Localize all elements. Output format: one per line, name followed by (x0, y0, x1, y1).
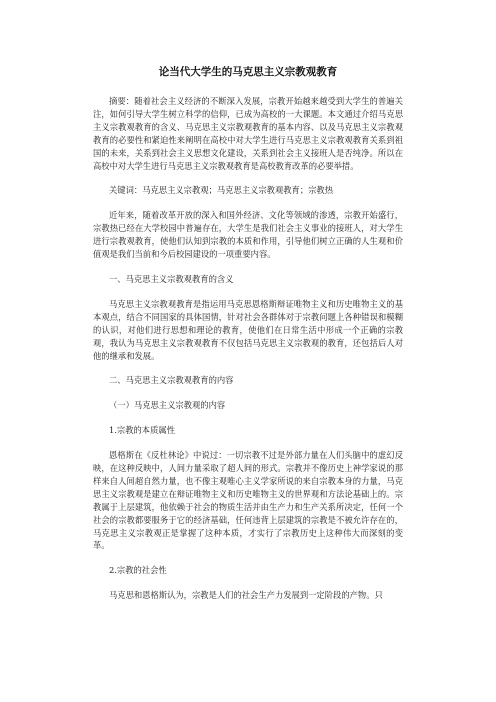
item1-heading: 1.宗教的本质属性 (109, 425, 175, 436)
item2-heading: 2.宗教的社会性 (109, 565, 167, 576)
section1-heading: 一、马克思主义宗教观教育的含义 (109, 273, 234, 284)
section1-paragraph: 马克思主义宗教观教育是指运用马克思恩格斯辩证唯物主义和历史唯物主义的基本观点，结合不同国家的具体国情，针对社会各群体对于宗教问题上各种错误和模糊的认识，对他们进行思想和理论的教育，使他们在日常生活中形成一个正确的宗教观，我认为马克思主义宗教观教育不仅包括马克思主义宗教观的教育，还包括后人对他的继承和发展。 (93, 298, 403, 361)
intro-paragraph: 近年来，随着改革开放的深入和国外经济、文化等领域的渗透，宗教开始盛行，宗教热已经在大学校园中普遍存在，大学生是我们社会主义事业的接班人，对大学生进行宗教观教育，使他们认知到宗教的本质和作用，引导他们树立正确的人生观和价值观是我们当前和今后校园建设的一项重要内容。 (93, 210, 403, 260)
keywords-line: 关键词：马克思主义宗教观；马克思主义宗教观教育；宗教热 (109, 185, 334, 196)
item1-paragraph: 恩格斯在《反杜林论》中说过：一切宗教不过是外部力量在人们头脑中的虚幻反映，在这种反映中，人间力量采取了超人间的形式。宗教并不像历史上神学家说的那样来自人间超自然力量，也不像主观唯心主义学家所说的来自宗教本身的力量，马克思主义宗教观是建立在辩证唯物主义和历史唯物主义的世界观和方法论基础上的。宗教属于上层建筑，他依赖于社会的物质生活并由生产力和生产关系所决定，任何一个社会的宗教都要服务于它的经济基础，任何违背上层建筑的宗教是不被允许存在的，马克思主义宗教观正是掌握了这种本质，才实行了宗教历史上这种伟大而深刻的变革。 (93, 450, 403, 551)
document-title: 论当代大学生的马克思主义宗教观教育 (158, 66, 338, 78)
abstract-paragraph: 摘要：随着社会主义经济的不断深入发展，宗教开始越来越受到大学生的普遍关注，如何引导大学生树立科学的信仰，已成为高校的一大课题。本文通过介绍马克思主义宗教观教育的含义、马克思主义宗教观教育的基本内容、以及马克思主义宗教观教育的必要性和紧迫性来阐明在高校中对大学生进行马克思主义宗教观教育关系到祖国的未来，关系到社会主义思想文化建设，关系到社会主义接班人是否纯净。所以在高校中对大学生进行马克思主义宗教观教育是高校教育改革的必要举措。 (93, 96, 403, 171)
subsection1-heading: （一）马克思主义宗教观的内容 (109, 400, 226, 411)
document-body (93, 95, 403, 602)
section2-heading: 二、马克思主义宗教观教育的内容 (109, 375, 234, 386)
item2-paragraph: 马克思和恩格斯认为，宗教是人们的社会生产力发展到一定阶段的产物。只 (109, 590, 383, 601)
